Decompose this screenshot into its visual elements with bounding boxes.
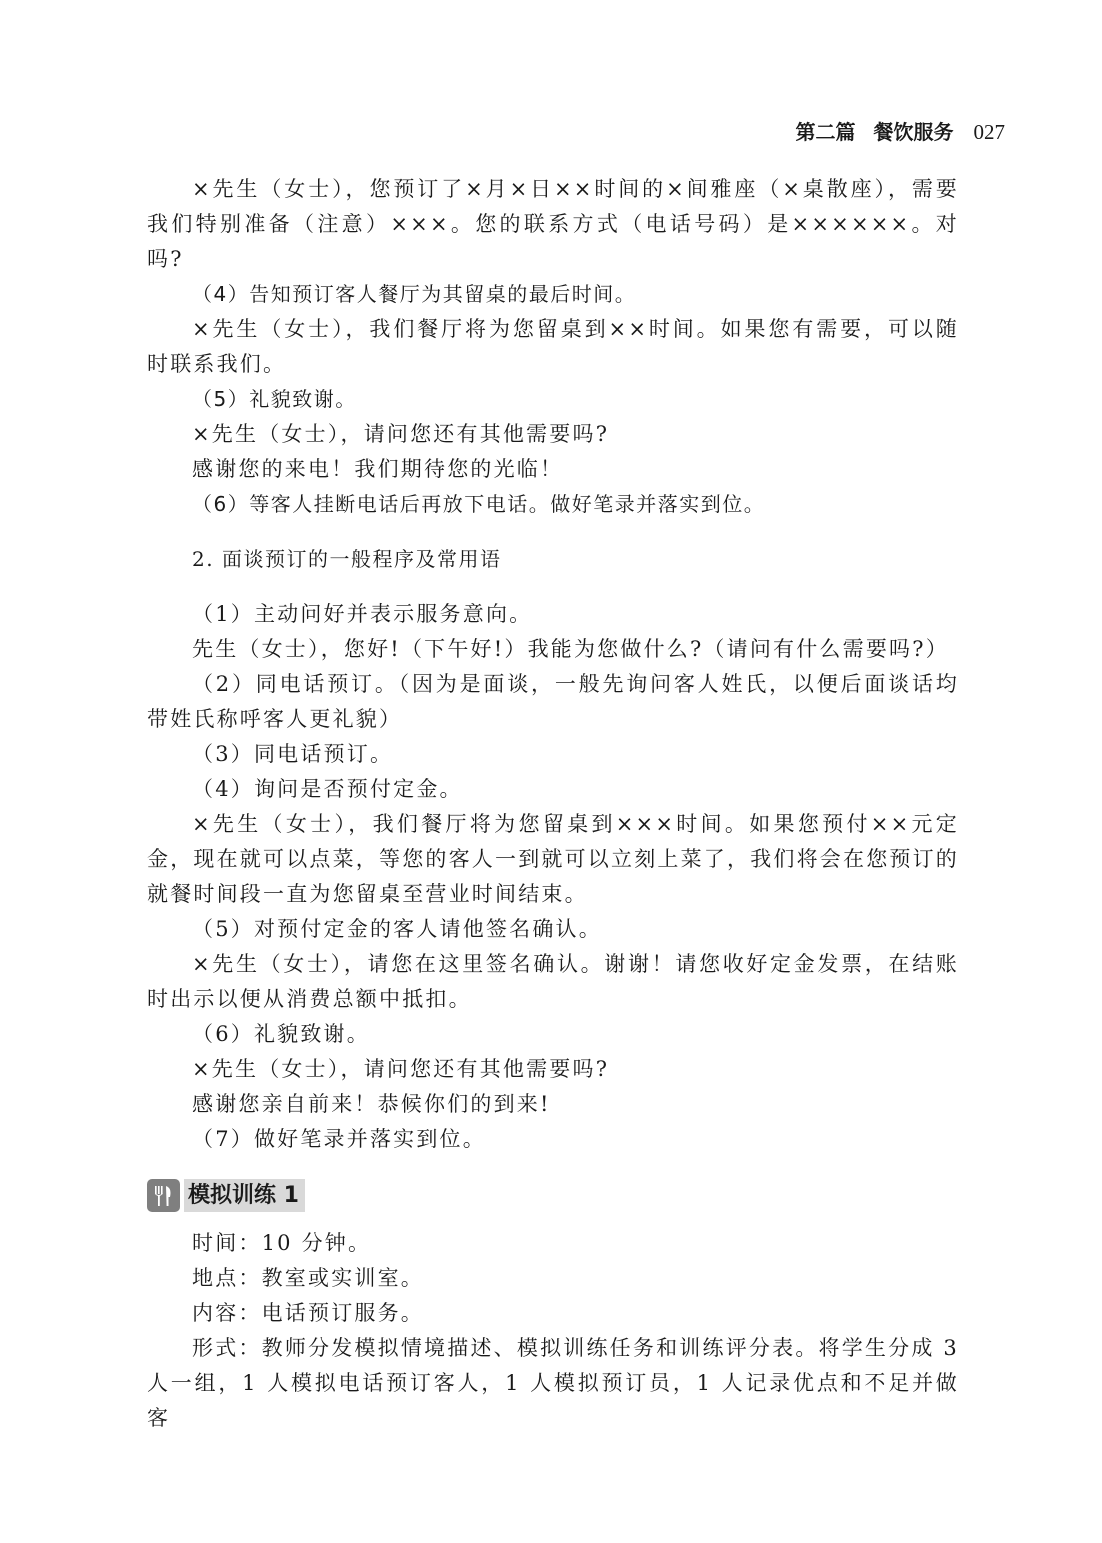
header-section: 餐饮服务 — [873, 120, 954, 144]
page-number: 027 — [973, 120, 1005, 144]
telephone-step-5: （5）礼貌致谢。 — [192, 387, 357, 411]
running-header — [796, 116, 1006, 145]
training-place: 地点：教室或实训室。 — [192, 1266, 424, 1290]
face-step-3: （3）同电话预订。 — [192, 742, 394, 766]
telephone-step-4-text: ×先生（女士），我们餐厅将为您留桌到××时间。如果您有需要，可以随时联系我们。 — [147, 317, 959, 376]
training-title: 模拟训练 1 — [184, 1179, 305, 1212]
fork-knife-icon — [147, 1179, 180, 1212]
face-step-2: （2）同电话预订。（因为是面谈，一般先询问客人姓氏，以便后面谈话均带姓氏称呼客人更礼貌） — [147, 672, 959, 731]
telephone-step-6: （6）等客人挂断电话后再放下电话。做好笔录并落实到位。 — [192, 492, 766, 516]
page-body — [147, 172, 959, 1436]
header-part: 第二篇 — [795, 120, 856, 144]
face-step-4: （4）询问是否预付定金。 — [192, 777, 463, 801]
telephone-step-4: （4）告知预订客人餐厅为其留桌的最后时间。 — [192, 282, 637, 306]
face-step-7: （7）做好笔录并落实到位。 — [192, 1127, 486, 1151]
face-step-5-text: ×先生（女士），请您在这里签名确认。谢谢！请您收好定金发票，在结账时出示以便从消费总额中抵扣。 — [147, 952, 959, 1011]
telephone-step-5-line-1: ×先生（女士），请问您还有其他需要吗? — [192, 422, 610, 446]
face-step-1: （1）主动问好并表示服务意向。 — [192, 602, 533, 626]
face-step-6: （6）礼貌致谢。 — [192, 1022, 370, 1046]
training-form: 形式：教师分发模拟情境描述、模拟训练任务和训练评分表。将学生分成 3 人一组，1 人模拟电话预订客人，1 人模拟预订员，1 人记录优点和不足并做客 — [147, 1336, 959, 1430]
telephone-step-5-line-2: 感谢您的来电！我们期待您的光临！ — [192, 457, 564, 481]
face-step-6-line-2: 感谢您亲自前来！恭候你们的到来! — [192, 1092, 551, 1116]
training-time: 时间：10 分钟。 — [192, 1231, 372, 1255]
training-content: 内容：电话预订服务。 — [192, 1301, 424, 1325]
face-step-1-text: 先生（女士），您好!（下午好!）我能为您做什么?（请问有什么需要吗?） — [192, 637, 949, 661]
telephone-confirm-text: ×先生（女士），您预订了×月×日××时间的×间雅座（×桌散座），需要我们特别准备（注意）×××。您的联系方式（电话号码）是××××××。对吗? — [147, 177, 959, 271]
face-step-4-text: ×先生（女士），我们餐厅将为您留桌到×××时间。如果您预付××元定金，现在就可以点菜，等您的客人一到就可以立刻上菜了，我们将会在您预订的就餐时间段一直为您留桌至营业时间结束。 — [147, 812, 959, 906]
training-section-title — [147, 1179, 959, 1212]
face-step-6-line-1: ×先生（女士），请问您还有其他需要吗? — [192, 1057, 610, 1081]
face-booking-heading: 2. 面谈预订的一般程序及常用语 — [192, 547, 502, 571]
face-step-5: （5）对预付定金的客人请他签名确认。 — [192, 917, 602, 941]
